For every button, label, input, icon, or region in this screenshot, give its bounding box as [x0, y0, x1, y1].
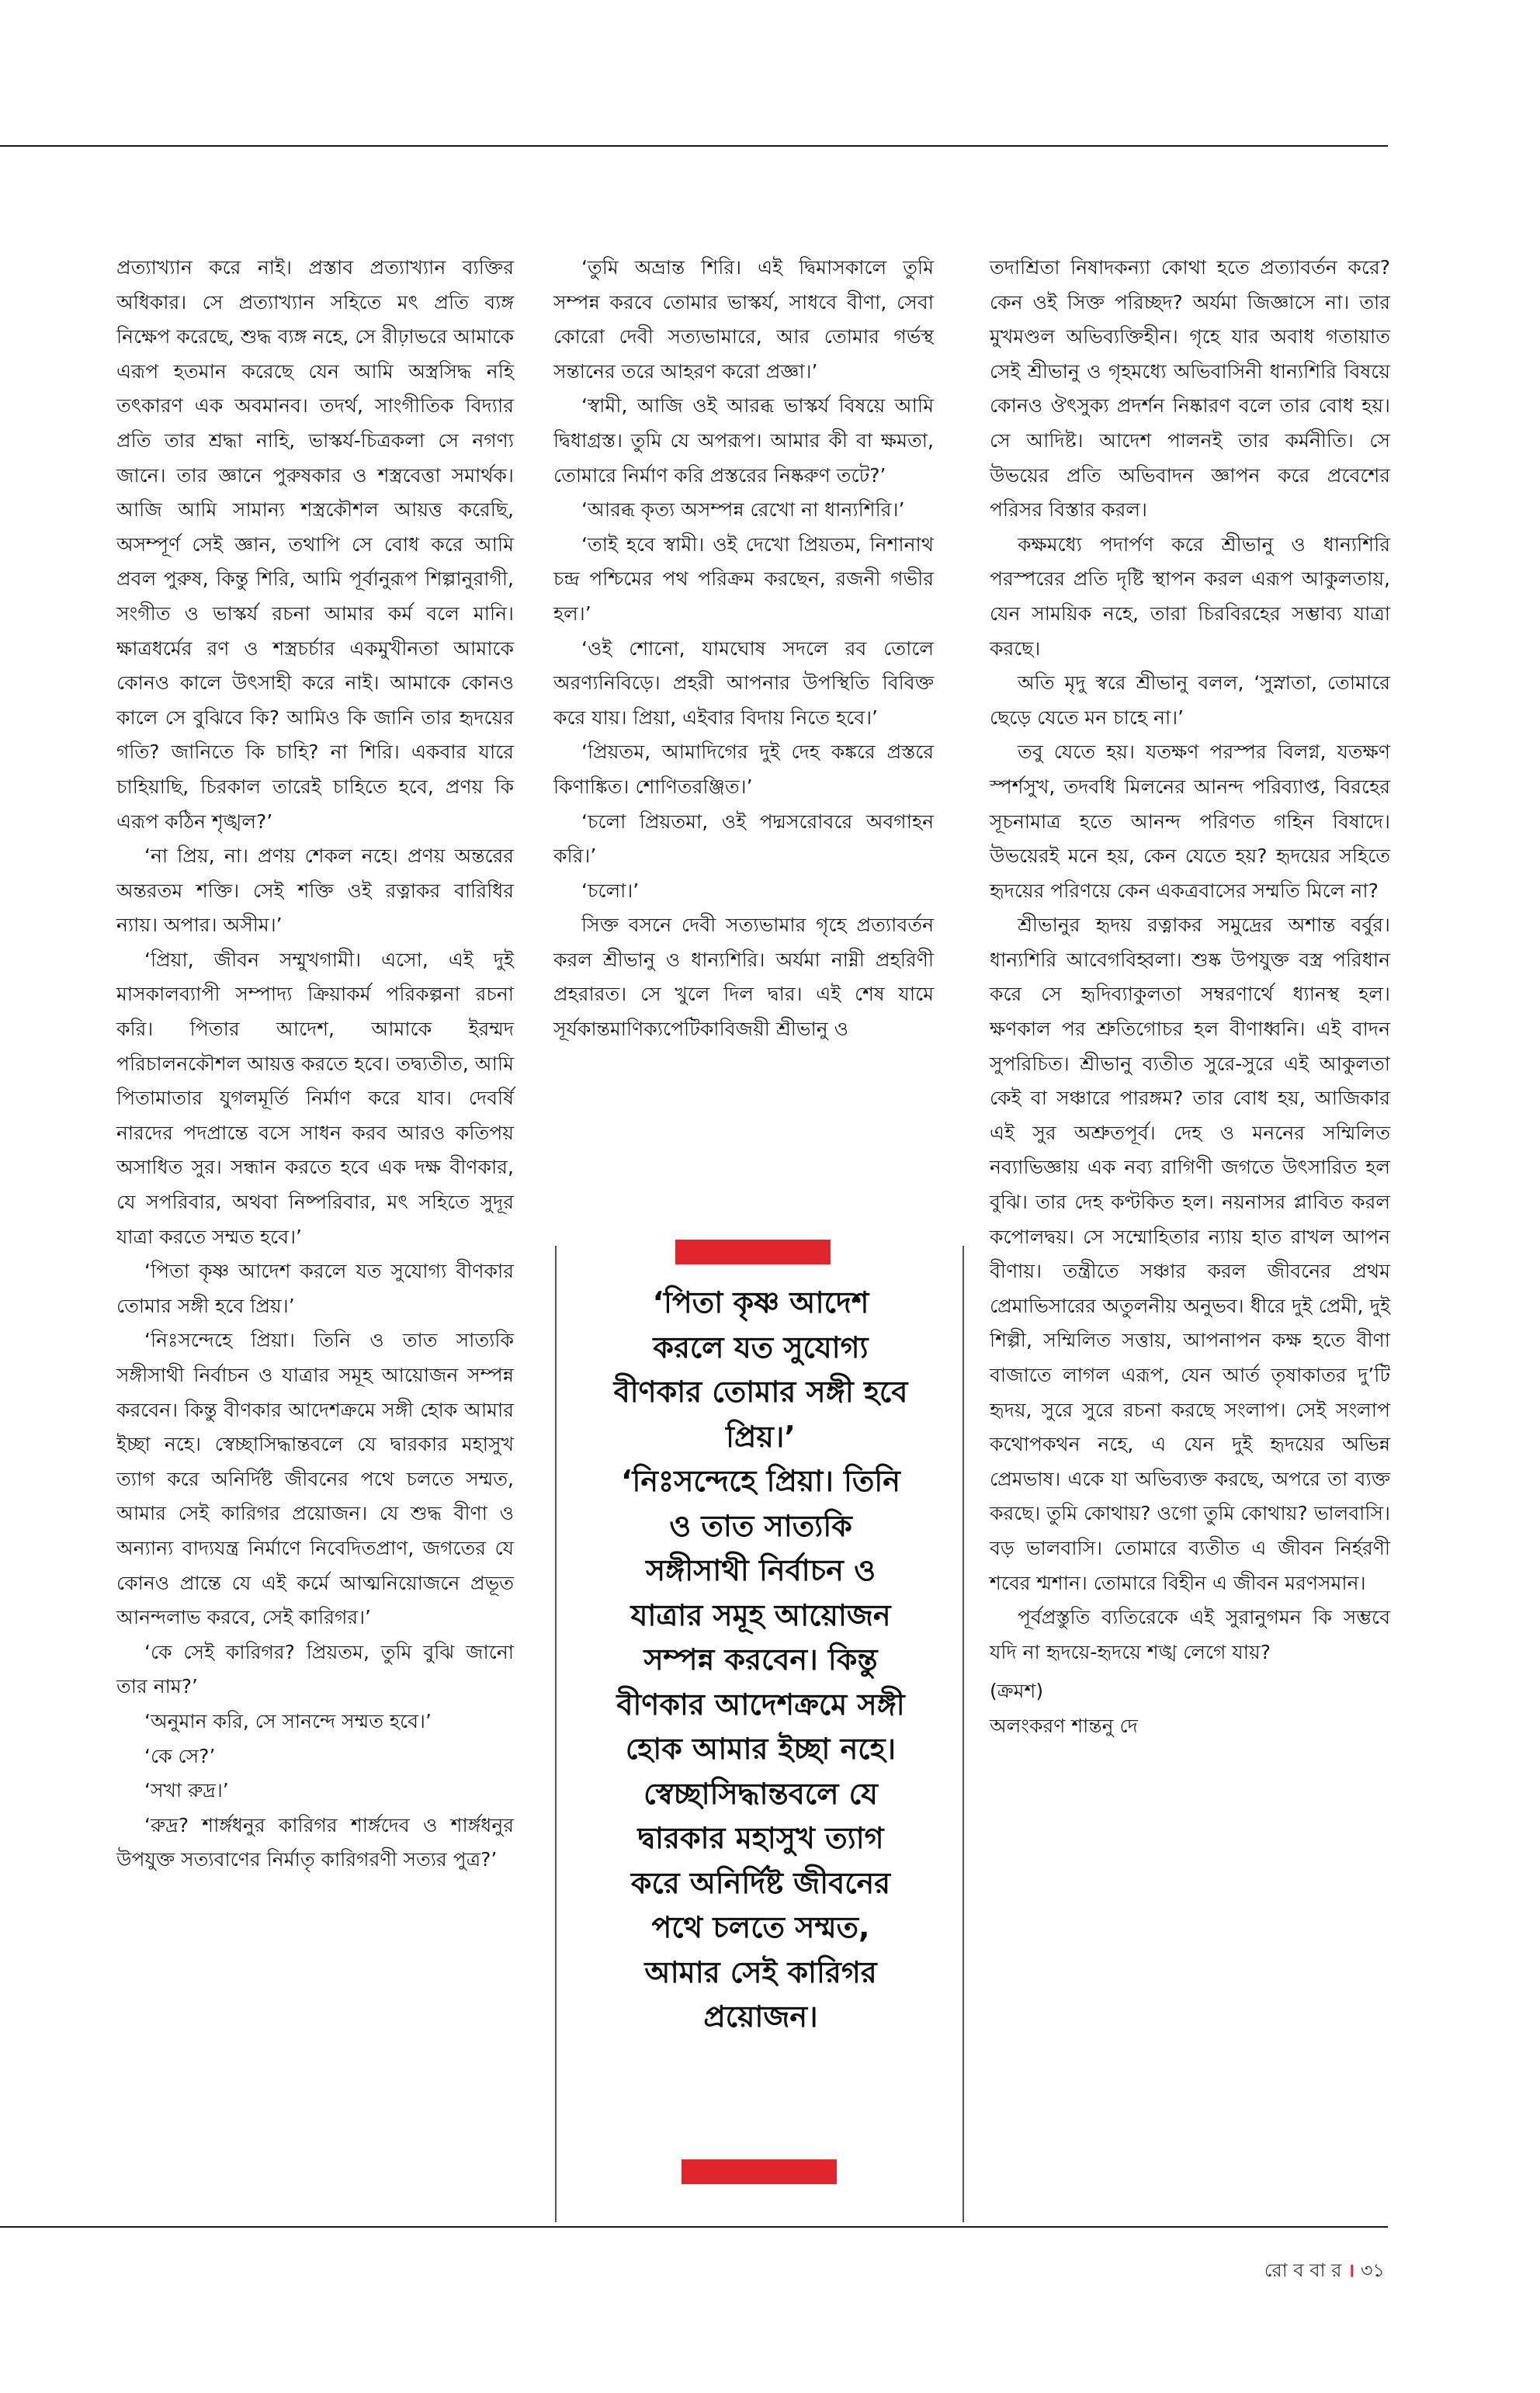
- paragraph: ‘অনুমান করি, সে সানন্দে সম্মত হবে।’: [144, 1709, 432, 1732]
- article-column-1: [116, 251, 514, 1878]
- paragraph: ‘চলো প্রিয়তমা, ওই পদ্মসরোবরে অবগাহন করি।’: [553, 810, 934, 868]
- paragraph: ‘কে সে?’: [144, 1744, 216, 1767]
- paragraph: ‘আরব্ধ কৃত্য অসম্পন্ন রেখো না ধান্যশিরি।’: [581, 498, 905, 522]
- bottom-rule: [0, 2226, 1388, 2228]
- paragraph: ‘প্রিয়তম, আমাদিগের দুই দেহ কঙ্করে প্রস্তরে কিণাঙ্কিত। শোণিতরঞ্জিত।’: [553, 740, 934, 798]
- paragraph: কক্ষমধ্যে পদার্পণ করে শ্রীভানু ও ধান্যশিরি পরস্পরের প্রতি দৃষ্টি স্থাপন করল এরূপ আকুলতায়, যেন সাময়িক নহে, তারা চিরবিরহের সম্ভাব্য যাত্রা করছে।: [990, 532, 1390, 660]
- illustration-credit: অলংকরণ শান্তনু দে: [990, 1714, 1138, 1737]
- article-column-3: [990, 251, 1390, 1744]
- paragraph: ‘ওই শোনো, যামঘোষ সদলে রব তোলে অরণ্যনিবিড়ে। প্রহরী আপনার উপস্থিতি বিবিক্ত করে যায়। প্রিয়া, এইবার বিদায় নিতে হবে।’: [553, 636, 934, 729]
- folio-separator: ।: [1348, 2259, 1355, 2281]
- top-rule: [0, 145, 1388, 147]
- paragraph: তদাশ্রিতা নিষাদকন্যা কোথা হতে প্রত্যাবর্তন করে? কেন ওই সিক্ত পরিচ্ছদ? অর্যমা জিজ্ঞাসে না। তার মুখমণ্ডল অভিব্যক্তিহীন। গৃহে যার অবাধ গতায়াত সেই শ্রীভানু ও গৃহমধ্যে অভিবাসিনী ধান্যশিরি বিষয়ে কোনও ঔৎসুক্য প্রদর্শন নিষ্কারণ বলে তার বোধ হয়। সে আদিষ্ট। আদেশ পালনই তার কর্মনীতি। সে উভয়ের প্রতি অভিবাদন জ্ঞাপন করে প্রবেশের পরিসর বিস্তার করল।: [990, 256, 1390, 522]
- pullquote-left-rule: [555, 1246, 557, 2222]
- paragraph: তবু যেতে হয়। যতক্ষণ পরস্পর বিলগ্ন, যতক্ষণ স্পর্শসুখ, তদবধি মিলনের আনন্দ পরিব্যাপ্ত, বিরহের সূচনামাত্র হতে আনন্দ পরিণত গহিন বিষাদে। উভয়েরই মনে হয়, কেন যেতে হয়? হৃদয়ের সহিতে হৃদয়ের পরিণয়ে কেন একত্রবাসের সম্মতি মিলে না?: [990, 740, 1390, 902]
- magazine-name: রো ব বা র: [1264, 2259, 1342, 2281]
- paragraph: ‘কে সেই কারিগর? প্রিয়তম, তুমি বুঝি জানো তার নাম?’: [116, 1640, 514, 1698]
- paragraph: ‘প্রিয়া, জীবন সম্মুখগামী। এসো, এই দুই মাসকালব্যাপী সম্পাদ্য ক্রিয়াকর্ম পরিকল্পনা রচনা করি। পিতার আদেশ, আমাকে ইরম্মদ পরিচালনকৌশল আয়ত্ত করতে হবে। তদ্ব্যতীত, আমি পিতামাতার যুগলমূর্তি নির্মাণ করে যাব। দেবর্ষি নারদের পদপ্রান্তে বসে সাধন করব আরও কতিপয় অসাধিত সুর। সন্ধান করতে হবে এক দক্ষ বীণকার, যে সপরিবার, অথবা নিষ্পরিবার, মৎ সহিতে সুদূর যাত্রা করতে সম্মত হবে।’: [116, 948, 514, 1248]
- paragraph: ‘তুমি অভ্রান্ত শিরি। এই দ্বিমাসকালে তুমি সম্পন্ন করবে তোমার ভাস্কর্য, সাধবে বীণা, সেবা কোরো দেবী সত্যভামারে, আর তোমার গর্ভস্থ সন্তানের তরে আহরণ করো প্রজ্ঞা।’: [553, 256, 934, 383]
- paragraph: ‘না প্রিয়, না। প্রণয় শেকল নহে। প্রণয় অন্তরের অন্তরতম শক্তি। সেই শক্তি ওই রত্নাকর বারিধির ন্যায়। অপার। অসীম।’: [116, 844, 514, 937]
- pullquote: [613, 1281, 908, 2040]
- pullquote-right-rule: [962, 1246, 964, 2222]
- folio: [1264, 2256, 1385, 2287]
- pullquote-bottom-bar: [682, 2159, 837, 2184]
- paragraph: সিক্ত বসনে দেবী সত্যভামার গৃহে প্রত্যাবর্তন করল শ্রীভানু ও ধান্যশিরি। অর্যমা নাম্নী প্রহরিণী প্রহরারত। সে খুলে দিল দ্বার। এই শেষ যামে সূর্যকান্তমাণিক্যপেটিকাবিজয়ী শ্রীভানু ও: [553, 914, 934, 1041]
- paragraph: ‘স্বামী, আজি ওই আরব্ধ ভাস্কর্য বিষয়ে আমি দ্বিধাগ্রস্ত। তুমি যে অপরূপ। আমার কী বা ক্ষমতা, তোমারে নির্মাণ করি প্রস্তরের নিষ্করুণ তটে?’: [553, 394, 934, 487]
- paragraph: পূর্বপ্রস্তুতি ব্যতিরেকে এই সুরানুগমন কি সম্ভবে যদি না হৃদয়ে-হৃদয়ে শঙ্খ লেগে যায়?: [990, 1606, 1390, 1663]
- paragraph: ‘চলো।’: [581, 879, 640, 902]
- paragraph: শ্রীভানুর হৃদয় রত্নাকর সমুদ্রের অশান্ত বর্বুর। ধান্যশিরি আবেগবিহ্বলা। শুষ্ক উপযুক্ত বস্ত্র পরিধান করে সে হৃদিব্যাকুলতা সম্বরণার্থে ধ্যানস্থ হল। ক্ষণকাল পর শ্রুতিগোচর হল বীণাধ্বনি। এই বাদন সুপরিচিত। শ্রীভানু ব্যতীত সুরে-সুরে এই আকুলতা কেই বা সঞ্চারে পারঙ্গম? তার বোধ হয়, আজিকার এই সুর অশ্রুতপূর্ব। দেহ ও মননের সম্মিলিত নব্যাভিজ্ঞায় এক নব্য রাগিণী জগতে উৎসারিত হল বুঝি। তার দেহ কণ্টকিত হল। নয়নাসর প্লাবিত করল কপোলদ্বয়। সে সম্মোহিতার ন্যায় হাত রাখল আপন বীণায়। তন্ত্রীতে সঞ্চার করল জীবনের প্রথম প্রেমাভিসারের অতুলনীয় অনুভব। ধীরে দুই প্রেমী, দুই শিল্পী, সম্মিলিত সত্তায়, আপনাপন কক্ষ হতে বীণা বাজাতে লাগল এরূপ, যেন আর্ত তৃষাকাতর দু’টি হৃদয়, সুরে সুরে রচনা করছে সংলাপ। সেই সংলাপ কথোপকথন নহে, এ যেন দুই হৃদয়ের অভিন্ন প্রেমভাষ। একে যা অভিব্যক্ত করছে, অপরে তা ব্যক্ত করছে। তুমি কোথায়? ওগো তুমি কোথায়? ভালবাসি। বড় ভালবাসি। তোমারে ব্যতীত এ জীবন নির্হরণী শবের শ্মশান। তোমারে বিহীন এ জীবন মরণসমান।: [990, 914, 1390, 1594]
- paragraph: ‘নিঃসন্দেহে প্রিয়া। তিনি ও তাত সাত্যকি সঙ্গীসাথী নির্বাচন ও যাত্রার সমূহ আয়োজন সম্পন্ন করবেন। কিন্তু বীণকার আদেশক্রমে সঙ্গী হোক আমার ইচ্ছা নহে। স্বেচ্ছাসিদ্ধান্তবলে যে দ্বারকার মহাসুখ ত্যাগ করে অনির্দিষ্ট জীবনের পথে চলতে সম্মত, আমার সেই কারিগর প্রয়োজন। যে শুদ্ধ বীণা ও অন্যান্য বাদ্যযন্ত্র নির্মাণে নিবেদিতপ্রাণ, জগতের যে কোনও প্রান্তে যে এই কর্মে আত্মনিয়োজনে প্রভূত আনন্দলাভ করবে, সেই কারিগর।’: [116, 1329, 514, 1629]
- paragraph: ‘তাই হবে স্বামী। ওই দেখো প্রিয়তম, নিশানাথ চন্দ্র পশ্চিমের পথ পরিক্রম করছেন, রজনী গভীর হল।’: [553, 532, 934, 625]
- paragraph: ‘রুদ্র? শার্ঙ্গধনুর কারিগর শার্ঙ্গদেব ও শার্ঙ্গধনুর উপযুক্ত সত্যবাণের নির্মাতৃ কারিগরণী সত্যর পুত্র?’: [116, 1813, 514, 1871]
- page-number: ৩১: [1360, 2259, 1385, 2281]
- paragraph: প্রত্যাখ্যান করে নাই। প্রস্তাব প্রত্যাখ্যান ব্যক্তির অধিকার। সে প্রত্যাখ্যান সহিতে মৎ প্রতি ব্যঙ্গ নিক্ষেপ করেছে, শুদ্ধ ব্যঙ্গ নহে, সে রীঢ়াভরে আমাকে এরূপ হতমান করেছে যেন আমি অস্ত্রসিদ্ধ নহি তৎকারণ এক অবমানব। তদর্থ, সাংগীতিক বিদ্যার প্রতি তার শ্রদ্ধা নাহি, ভাস্কর্য-চিত্রকলা সে নগণ্য জানে। তার জ্ঞানে পুরুষকার ও শস্ত্রবেত্তা সমার্থক। আজি আমি সামান্য শস্ত্রকৌশল আয়ত্ত করেছি, অসম্পূর্ণ সেই জ্ঞান, তথাপি সে বোধ করে আমি প্রবল পুরুষ, কিন্তু শিরি, আমি পূর্বানুরূপ শিল্পানুরাগী, সংগীত ও ভাস্কর্য রচনা আমার কর্ম বলে মানি। ক্ষাত্রধর্মের রণ ও শস্ত্রচর্চার একমুখীনতা আমাকে কোনও কালে উৎসাহী করে নাই। আমাকে কোনও কালে সে বুঝিবে কি? আমিও কি জানি তার হৃদয়ের গতি? জানিতে কি চাহি? না শিরি। একবার যারে চাহিয়াছি, চিরকাল তারেই চাহিতে হবে, প্রণয় কি এরূপ কঠিন শৃঙ্খল?’: [116, 256, 514, 833]
- paragraph: অতি মৃদু স্বরে শ্রীভানু বলল, ‘সুস্নাতা, তোমারে ছেড়ে যেতে মন চাহে না।’: [990, 671, 1390, 729]
- paragraph: ‘সখা রুদ্র।’: [144, 1779, 229, 1802]
- pullquote-top-bar: [675, 1240, 831, 1264]
- article-column-2: [553, 251, 934, 1047]
- paragraph: ‘পিতা কৃষ্ণ আদেশ করলে যত সুযোগ্য বীণকার তোমার সঙ্গী হবে প্রিয়।’: [116, 1260, 514, 1317]
- pullquote-line: ‘নিঃসন্দেহে প্রিয়া। তিনি ও তাত সাত্যকি সঙ্গীসাথী নির্বাচন ও যাত্রার সমূহ আয়োজন সম্পন্ন করবেন। কিন্তু বীণকার আদেশক্রমে সঙ্গী হোক আমার ইচ্ছা নহে। স্বেচ্ছাসিদ্ধান্তবলে যে দ্বারকার মহাসুখ ত্যাগ করে অনির্দিষ্ট জীবনের পথে চলতে সম্মত, আমার সেই কারিগর প্রয়োজন।: [616, 1464, 905, 2034]
- pullquote-line: ‘পিতা কৃষ্ণ আদেশ করলে যত সুযোগ্য বীণকার তোমার সঙ্গী হবে প্রিয়।’: [613, 1285, 908, 1454]
- continued-note: (ক্রমশ): [990, 1680, 1044, 1703]
